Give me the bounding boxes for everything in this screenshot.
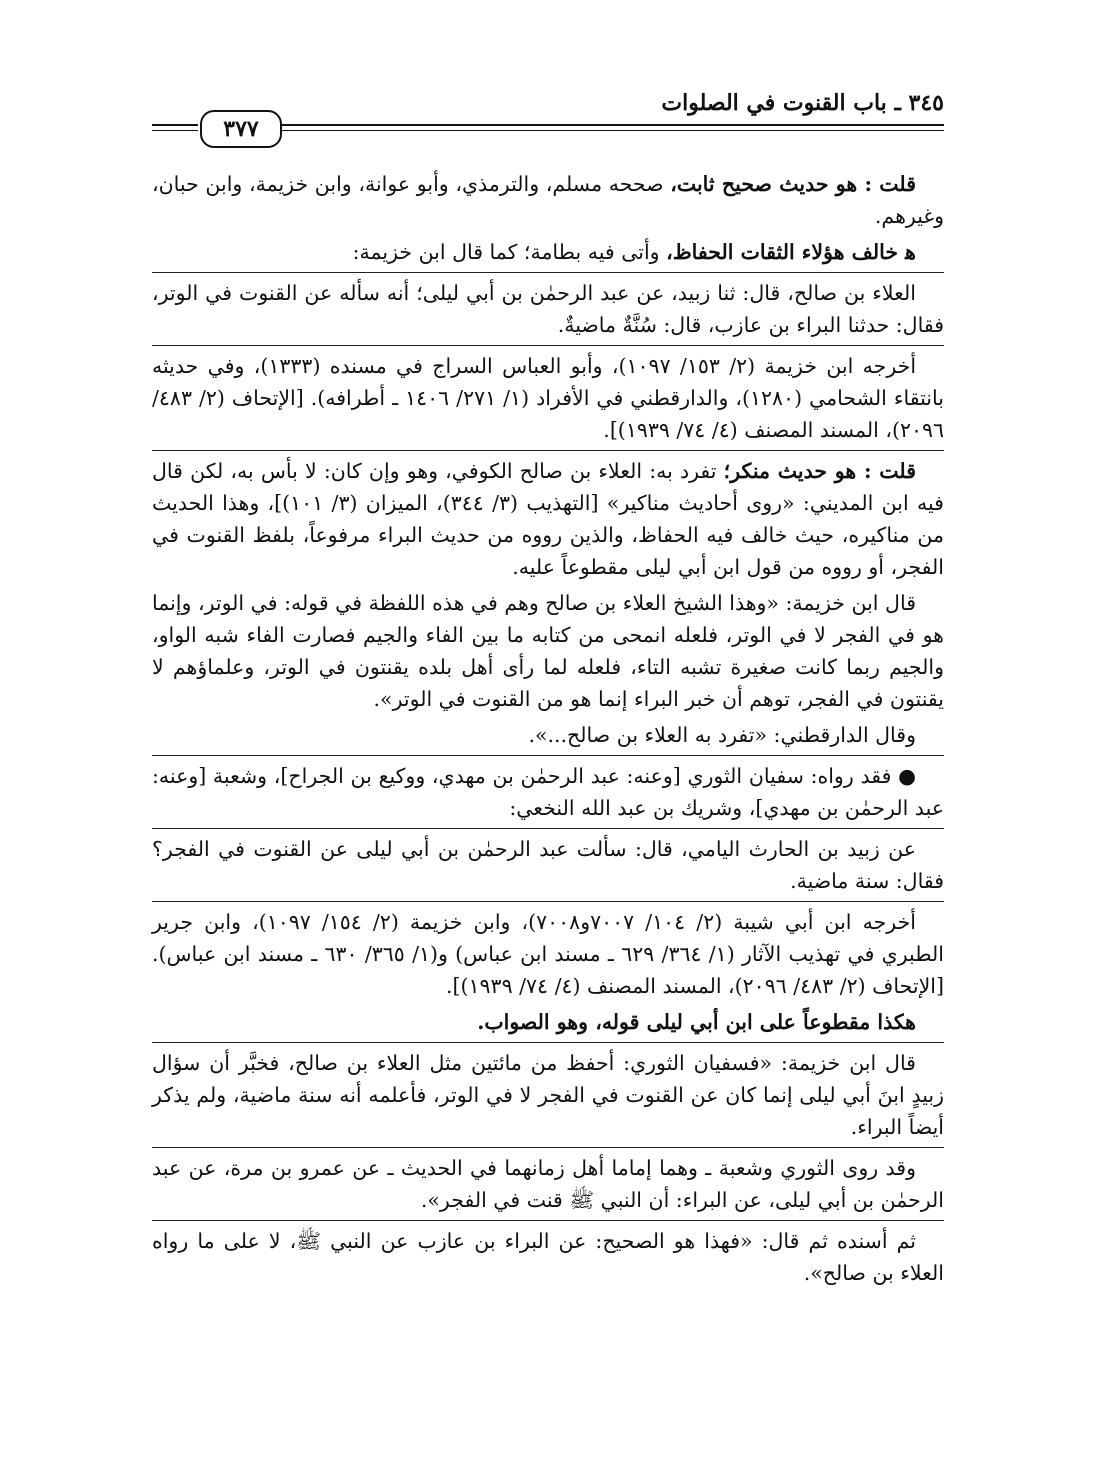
paragraph — [152, 719, 944, 751]
paragraph-text: أخرجه ابن أبي شيبة (٢/ ١٠٤/ ٧٠٠٧و٧٠٠٨)، وابن خزيمة (٢/ ١٥٤/ ١٠٩٧)، وابن جرير الطبري في تهذيب الآثار (١/ ٣٦٤/ ٦٢٩ ـ مسند ابن عباس) و(١/ ٣٦٥/ ٦٣٠ ـ مسند ابن عباس). [الإتحاف (٢/ ٤٨٣/ ٢٠٩٦)، المسند المصنف (٤/ ٧٤/ ١٩٣٩)]. — [152, 910, 944, 998]
paragraph — [152, 168, 944, 232]
paragraph-text: وقد روى الثوري وشعبة ـ وهما إماما أهل زمانهما في الحديث ـ عن عمرو بن مرة، عن عبد الرحمٰن بن أبي ليلى، عن البراء: أن النبي ﷺ قنت في الفجر». — [152, 1156, 944, 1212]
chapter-title: ٣٤٥ ـ باب القنوت في الصلوات — [661, 90, 944, 116]
paragraph — [152, 1147, 944, 1216]
header-rule-thin — [282, 130, 944, 131]
paragraph — [152, 828, 944, 897]
paragraph-text: وأتى فيه بطامة؛ كما قال ابن خزيمة: — [352, 240, 667, 264]
paragraph-lead: هكذا مقطوعاً على ابن أبي ليلى قوله، وهو الصواب. — [477, 1010, 916, 1034]
paragraph — [152, 1042, 944, 1143]
paragraph-lead: قلت : هو حديث منكر؛ — [723, 459, 917, 483]
paragraph-lead: قلت : هو حديث صحيح ثابت، — [670, 172, 916, 196]
paragraph-text: عن زبيد بن الحارث اليامي، قال: سألت عبد الرحمٰن بن أبي ليلى عن القنوت في الفجر؟ فقال: سنة ماضية. — [152, 837, 944, 893]
page — [152, 86, 944, 1293]
paragraph — [152, 1220, 944, 1289]
paragraph — [152, 272, 944, 341]
paragraph-text: قال ابن خزيمة: «فسفيان الثوري: أحفظ من مائتين مثل العلاء بن صالح، فخبَّر أن سؤال زبيدٍ ابنَ أبي ليلى إنما كان عن القنوت في الفجر لا في الوتر، فأعلمه أنه سنة ماضية، ولم يذكر أيضاً البراء. — [152, 1051, 944, 1139]
paragraph — [152, 450, 944, 583]
page-number: ٣٧٧ — [200, 110, 282, 148]
paragraph-text: وقال الدارقطني: «تفرد به العلاء بن صالح...». — [528, 723, 916, 747]
header-rule — [282, 124, 944, 126]
paragraph-text: قال ابن خزيمة: «وهذا الشيخ العلاء بن صالح وهم في هذه اللفظة في قوله: في الوتر، وإنما هو في الفجر لا في الوتر، فلعله انمحى من كتابه ما بين الفاء والجيم فصارت الفاء شبه الواو، والجيم ربما كانت صغيرة تشبه التاء، فلعله لما رأى أهل بلده يقنتون في الوتر، وعلماؤهم لا يقنتون في الفجر، توهم أن خبر البراء إنما هو من القنوت في الوتر». — [152, 591, 944, 711]
paragraph-text: أخرجه ابن خزيمة (٢/ ١٥٣/ ١٠٩٧)، وأبو العباس السراج في مسنده (١٣٣٣)، وفي حديثه بانتقاء الشحامي (١٢٨٠)، والدارقطني في الأفراد (١/ ٢٧١/ ١٤٠٦ ـ أطرافه). [الإتحاف (٢/ ٤٨٣/ ٢٠٩٦)، المسند المصنف (٤/ ٧٤/ ١٩٣٩)]. — [152, 354, 944, 442]
paragraph — [152, 345, 944, 446]
paragraph — [152, 755, 944, 824]
header-rule-left — [152, 124, 198, 126]
paragraph-text: العلاء بن صالح، قال: ثنا زبيد، عن عبد الرحمٰن بن أبي ليلى؛ أنه سأله عن القنوت في الوتر، فقال: حدثنا البراء بن عازب، قال: سُنَّةٌ ماضيةٌ. — [152, 281, 944, 337]
paragraph — [152, 587, 944, 715]
paragraph — [152, 236, 944, 268]
paragraph — [152, 1006, 944, 1038]
page-body — [152, 168, 944, 1289]
header-rule-left-thin — [152, 130, 198, 131]
paragraph-lead: ﻫ خالف هؤلاء الثقات الحفاظ، — [666, 240, 916, 264]
paragraph-text: تفرد به: العلاء بن صالح الكوفي، وهو وإن كان: لا بأس به، لكن قال فيه ابن المديني: «روى أحاديث مناكير» [التهذيب (٣/ ٣٤٤)، الميزان (٣/ ١٠١)]، وهذا الحديث من مناكيره، حيث خالف فيه الحفاظ، والذين رووه من حديث البراء مرفوعاً، بلفظ القنوت في الفجر، أو رووه من قول ابن أبي ليلى مقطوعاً عليه. — [152, 459, 944, 579]
paragraph-text: ثم أسنده ثم قال: «فهذا هو الصحيح: عن البراء بن عازب عن النبي ﷺ، لا على ما رواه العلاء بن صالح». — [152, 1229, 944, 1285]
paragraph-text: ● فقد رواه: سفيان الثوري [وعنه: عبد الرحمٰن بن مهدي، ووكيع بن الجراح]، وشعبة [وعنه: عبد الرحمٰن بن مهدي]، وشريك بن عبد الله النخعي: — [152, 764, 944, 820]
page-header — [152, 86, 944, 148]
paragraph-text: صححه مسلم، والترمذي، وأبو عوانة، وابن خزيمة، وابن حبان، وغيرهم. — [152, 172, 944, 228]
paragraph — [152, 901, 944, 1002]
